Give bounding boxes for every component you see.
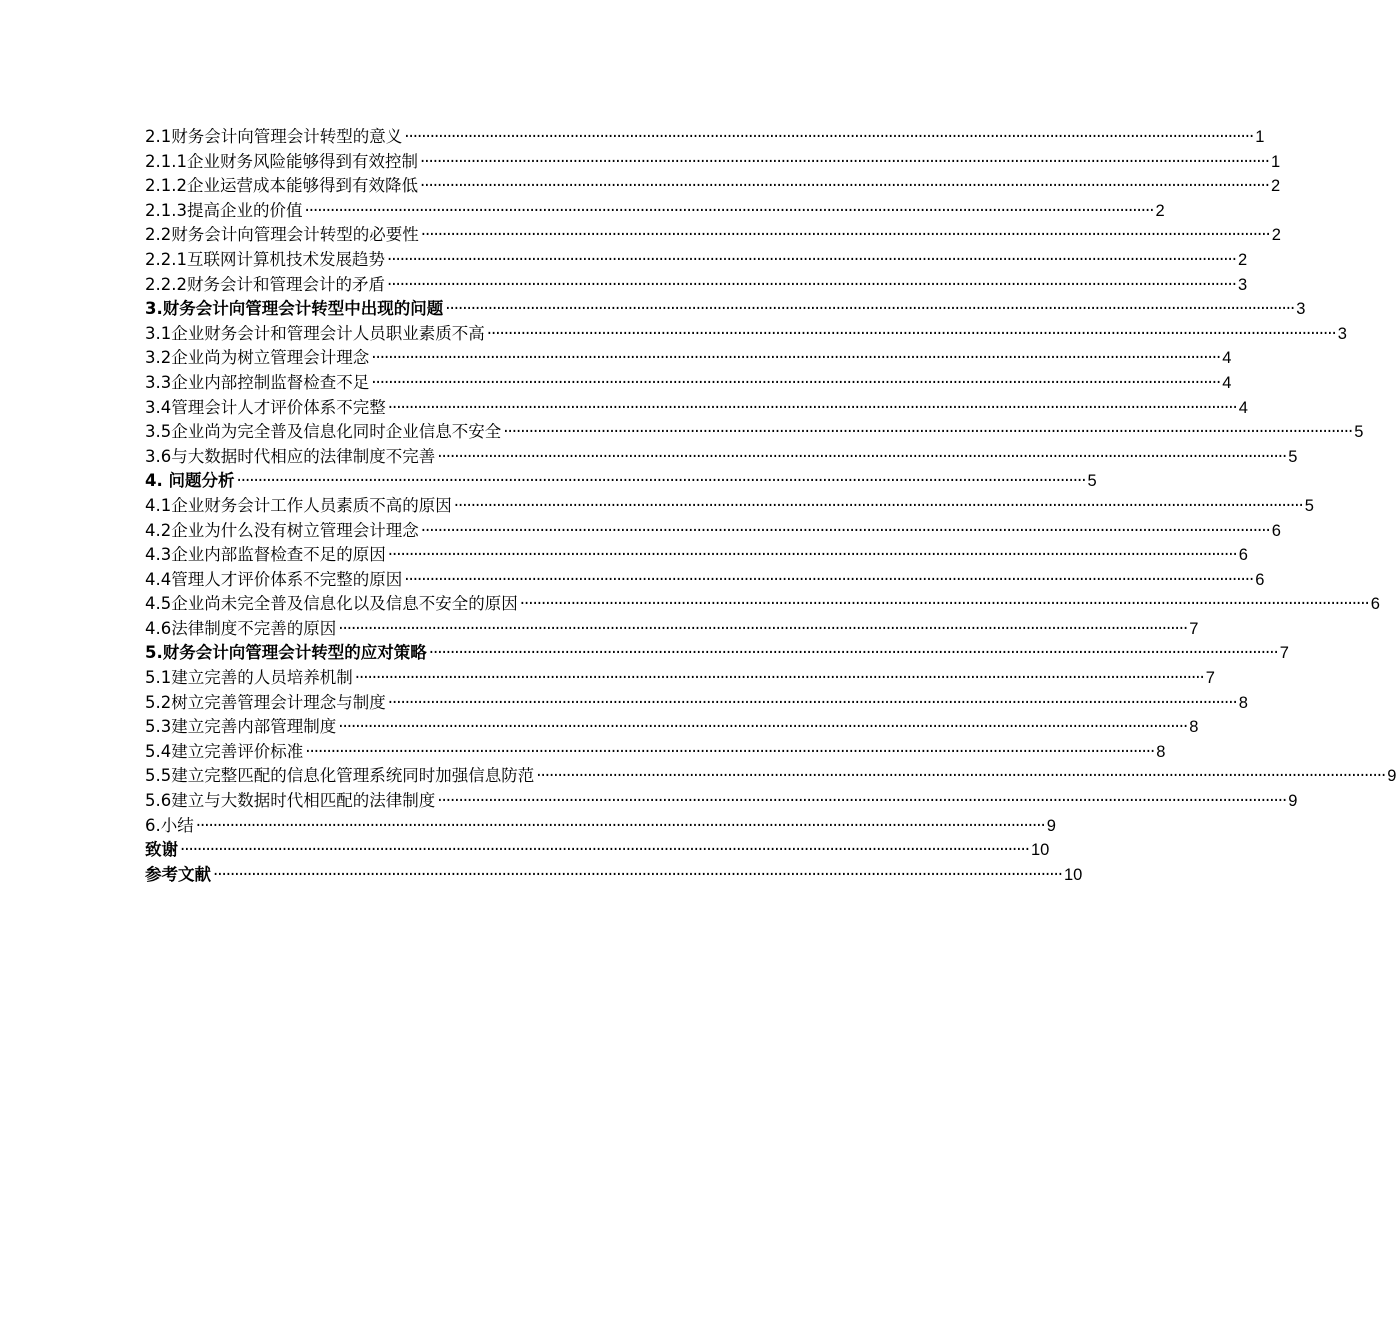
- toc-leader-dots: ········································································································································································································: [404, 569, 1254, 589]
- toc-leader-dots: ········································································································································································································: [445, 299, 1295, 319]
- toc-entry-page: 2: [1271, 226, 1281, 245]
- toc-entry-page: 8: [1189, 718, 1199, 737]
- toc-entry-title: 4.6法律制度不完善的原因: [145, 618, 337, 638]
- toc-entry[interactable]: [145, 691, 1248, 716]
- toc-leader-dots: ········································································································································································································: [536, 766, 1386, 786]
- toc-entry[interactable]: [145, 469, 1097, 494]
- toc-entry[interactable]: [145, 223, 1281, 248]
- toc-entry-title: 4. 问题分析: [145, 471, 235, 491]
- toc-entry-page: 9: [1288, 792, 1298, 811]
- toc-leader-dots: ········································································································································································································: [354, 668, 1204, 688]
- toc-entry-page: 5: [1354, 423, 1364, 442]
- toc-entry-page: 4: [1238, 398, 1248, 417]
- toc-entry[interactable]: [145, 273, 1248, 298]
- toc-entry-title: 5.3建立完善内部管理制度: [145, 717, 337, 737]
- toc-leader-dots: ········································································································································································································: [371, 348, 1221, 368]
- toc-entry[interactable]: [145, 174, 1281, 199]
- toc-leader-dots: ········································································································································································································: [419, 176, 1269, 196]
- toc-entry[interactable]: [145, 838, 1050, 863]
- toc-leader-dots: ········································································································································································································: [503, 422, 1353, 442]
- toc-entry[interactable]: [145, 445, 1298, 470]
- toc-entry-page: 6: [1255, 570, 1265, 589]
- toc-entry-title: 3.2企业尚为树立管理会计理念: [145, 348, 370, 368]
- toc-leader-dots: ········································································································································································································: [404, 127, 1254, 146]
- toc-entry-page: 2: [1155, 201, 1165, 220]
- toc-entry-title: 4.1企业财务会计工作人员素质不高的原因: [145, 495, 452, 515]
- toc-leader-dots: ········································································································································································································: [428, 643, 1278, 663]
- toc-entry[interactable]: [145, 346, 1232, 371]
- toc-entry-page: 2: [1270, 177, 1281, 196]
- toc-leader-dots: ········································································································································································································: [386, 274, 1236, 294]
- toc-entry[interactable]: [145, 494, 1314, 519]
- toc-entry-page: 10: [1030, 841, 1050, 860]
- toc-entry-title: 3.财务会计向管理会计转型中出现的问题: [145, 299, 444, 319]
- toc-entry[interactable]: [145, 764, 1396, 789]
- toc-entry[interactable]: [145, 150, 1281, 175]
- toc-entry-page: 3: [1237, 275, 1248, 294]
- toc-entry[interactable]: [145, 814, 1056, 839]
- toc-leader-dots: ········································································································································································································: [420, 225, 1270, 245]
- toc-entry[interactable]: [145, 322, 1347, 347]
- toc-entry[interactable]: [145, 715, 1199, 740]
- toc-entry-title: 2.2财务会计向管理会计转型的必要性: [145, 225, 419, 245]
- toc-entry-page: 6: [1238, 546, 1248, 565]
- toc-entry-title: 4.3企业内部监督检查不足的原因: [145, 545, 386, 565]
- toc-entry[interactable]: [145, 248, 1248, 273]
- toc-entry-page: 6: [1271, 521, 1281, 540]
- toc-entry-title: 3.5企业尚为完全普及信息化同时企业信息不安全: [145, 422, 502, 442]
- toc-entry-title: 5.6建立与大数据时代相匹配的法律制度: [145, 791, 436, 811]
- toc-leader-dots: ········································································································································································································: [437, 446, 1287, 466]
- toc-entry-title: 2.2.2财务会计和管理会计的矛盾: [145, 274, 385, 294]
- toc-leader-dots: ········································································································································································································: [195, 815, 1045, 835]
- toc-entry-page: 5: [1087, 472, 1097, 491]
- toc-entry-page: 4: [1222, 349, 1232, 368]
- toc-entry[interactable]: [145, 396, 1248, 421]
- toc-leader-dots: ········································································································································································································: [420, 520, 1270, 540]
- toc-entry[interactable]: [145, 863, 1083, 888]
- toc-leader-dots: ········································································································································································································: [453, 495, 1303, 515]
- toc-entry[interactable]: [145, 519, 1281, 544]
- toc-entry-title: 2.1财务会计向管理会计转型的意义: [145, 127, 403, 146]
- toc-leader-dots: ········································································································································································································: [387, 545, 1237, 565]
- toc-entry-title: 2.1.3提高企业的价值: [145, 200, 303, 220]
- toc-leader-dots: ········································································································································································································: [338, 618, 1188, 638]
- toc-entry[interactable]: [145, 568, 1265, 593]
- toc-entry-title: 致谢: [145, 840, 178, 860]
- toc-entry-page: 5: [1288, 447, 1298, 466]
- toc-entry-page: 7: [1189, 619, 1199, 638]
- toc-entry[interactable]: [145, 789, 1298, 814]
- toc-entry-title: 3.4管理会计人才评价体系不完整: [145, 397, 386, 417]
- toc-entry-title: 5.1建立完善的人员培养机制: [145, 668, 353, 688]
- toc-entry[interactable]: [145, 617, 1199, 642]
- toc-entry-title: 3.1企业财务会计和管理会计人员职业素质不高: [145, 323, 485, 343]
- toc-entry-title: 2.1.2企业运营成本能够得到有效降低: [145, 176, 418, 196]
- toc-entry-page: 9: [1046, 816, 1056, 835]
- toc-entry-page: 4: [1222, 373, 1232, 392]
- toc-leader-dots: ········································································································································································································: [338, 717, 1188, 737]
- toc-entry-title: 5.2树立完善管理会计理念与制度: [145, 692, 386, 712]
- toc-entry-page: 9: [1387, 767, 1396, 786]
- toc-entry-title: 3.3企业内部控制监督检查不足: [145, 372, 370, 392]
- toc-entry-page: 10: [1063, 865, 1083, 884]
- toc-entry[interactable]: [145, 543, 1248, 568]
- toc-entry[interactable]: [145, 125, 1265, 150]
- toc-leader-dots: ········································································································································································································: [486, 323, 1336, 343]
- toc-entry[interactable]: [145, 199, 1165, 224]
- toc-leader-dots: ········································································································································································································: [387, 692, 1237, 712]
- toc-entry[interactable]: [145, 641, 1289, 666]
- toc-entry-title: 3.6与大数据时代相应的法律制度不完善: [145, 446, 436, 466]
- toc-entry-title: 4.2企业为什么没有树立管理会计理念: [145, 520, 419, 540]
- toc-entry-page: 8: [1238, 693, 1248, 712]
- toc-entry-title: 2.1.1企业财务风险能够得到有效控制: [145, 151, 418, 171]
- table-of-contents: [145, 125, 1396, 887]
- toc-leader-dots: ········································································································································································································: [180, 840, 1029, 860]
- toc-entry-title: 4.5企业尚未完全普及信息化以及信息不安全的原因: [145, 594, 518, 614]
- toc-entry-title: 参考文献: [145, 864, 211, 884]
- toc-entry-page: 7: [1279, 644, 1289, 663]
- toc-entry-page: 3: [1296, 300, 1306, 319]
- toc-entry[interactable]: [145, 371, 1232, 396]
- toc-leader-dots: ········································································································································································································: [305, 741, 1155, 761]
- toc-leader-dots: ········································································································································································································: [437, 791, 1287, 811]
- toc-entry-title: 5.5建立完整匹配的信息化管理系统同时加强信息防范: [145, 766, 535, 786]
- toc-leader-dots: ········································································································································································································: [387, 397, 1237, 417]
- toc-entry-title: 6.小结: [145, 815, 194, 835]
- toc-entry-title: 5.4建立完善评价标准: [145, 741, 304, 761]
- toc-leader-dots: ········································································································································································································: [519, 594, 1369, 614]
- toc-entry-page: 2: [1237, 250, 1248, 269]
- toc-entry-page: 5: [1304, 496, 1314, 515]
- toc-entry-page: 8: [1156, 742, 1166, 761]
- toc-entry[interactable]: [145, 666, 1215, 691]
- toc-leader-dots: ········································································································································································································: [371, 372, 1221, 392]
- toc-entry-title: 5.财务会计向管理会计转型的应对策略: [145, 643, 427, 663]
- toc-entry-title: 2.2.1互联网计算机技术发展趋势: [145, 249, 385, 269]
- toc-entry[interactable]: [145, 297, 1306, 322]
- toc-entry-page: 1: [1270, 152, 1281, 171]
- toc-entry[interactable]: [145, 740, 1166, 765]
- toc-entry-page: 3: [1337, 324, 1347, 343]
- toc-entry-title: 4.4管理人才评价体系不完整的原因: [145, 569, 403, 589]
- toc-entry[interactable]: [145, 592, 1380, 617]
- toc-entry[interactable]: [145, 420, 1364, 445]
- toc-leader-dots: ········································································································································································································: [386, 249, 1236, 269]
- toc-leader-dots: ········································································································································································································: [419, 151, 1269, 171]
- toc-leader-dots: ········································································································································································································: [236, 471, 1086, 491]
- toc-entry-page: 7: [1205, 669, 1215, 688]
- toc-entry-page: 1: [1255, 128, 1265, 146]
- toc-entry-page: 6: [1370, 595, 1380, 614]
- toc-leader-dots: ········································································································································································································: [213, 864, 1062, 884]
- toc-leader-dots: ········································································································································································································: [304, 200, 1154, 220]
